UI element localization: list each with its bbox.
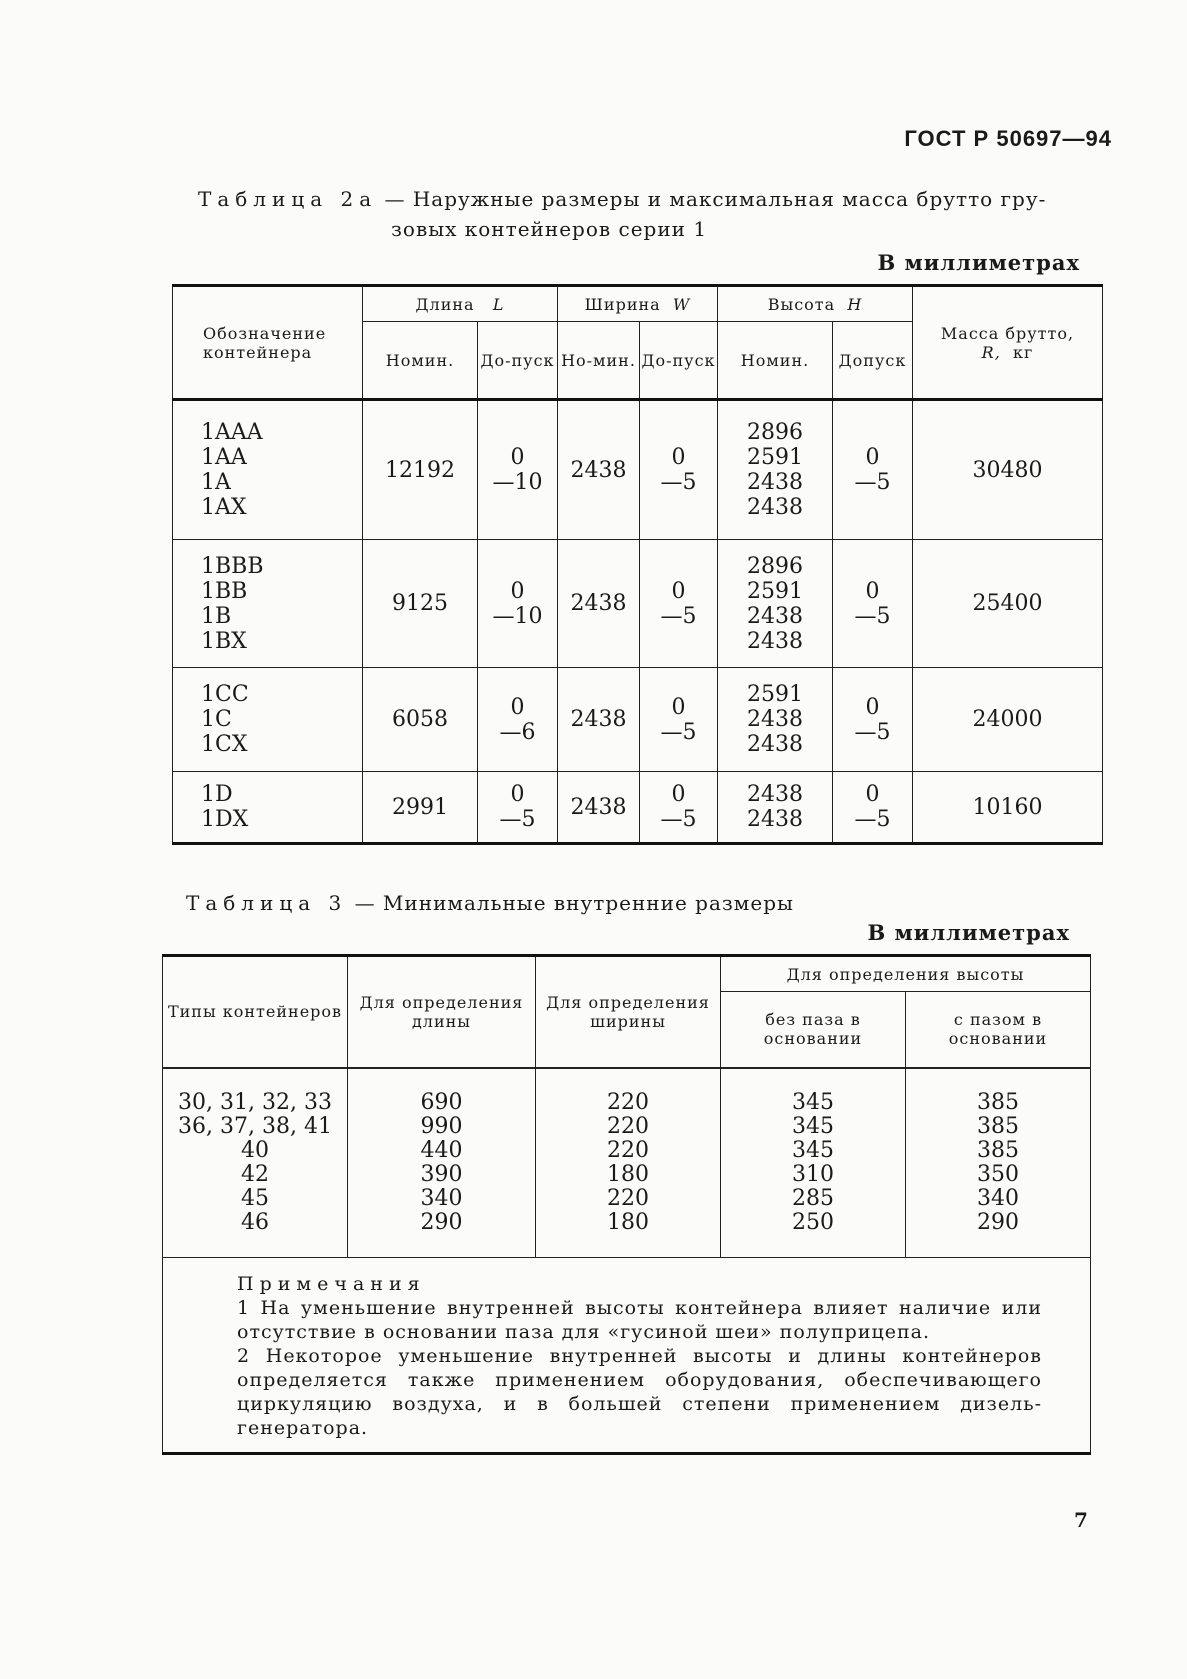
t3-header-height: Для определения высоты	[721, 956, 1091, 992]
header-mass-unit: кг	[1012, 342, 1034, 362]
header-length	[363, 286, 558, 322]
table-row	[173, 400, 1103, 540]
table-2a-title: — Наружные размеры и максимальная масса брутто гру-	[384, 187, 1047, 211]
row-width-tol: 0 —5	[640, 400, 718, 540]
table-row	[173, 668, 1103, 772]
t3-col-types: 30, 31, 32, 33 36, 37, 38, 41 40 42 45 46	[163, 1068, 348, 1258]
header-width-symbol: W	[672, 294, 691, 314]
table-3-units: В миллиметрах	[867, 920, 1070, 945]
document-header: ГОСТ Р 50697—94	[904, 126, 1112, 151]
row-height: 2896 2591 2438 2438	[718, 400, 833, 540]
t3-header-without-slot: без паза в основании	[721, 992, 906, 1068]
table-2a-title-cont: зовых контейнеров серии 1	[391, 217, 708, 241]
row-height: 2438 2438	[718, 772, 833, 844]
t3-col-width: 220 220 220 180 220 180	[536, 1068, 721, 1258]
row-types: 1CC 1C 1CX	[173, 668, 363, 772]
row-length: 9125	[363, 540, 478, 668]
row-width: 2438	[558, 668, 640, 772]
header-height	[718, 286, 913, 322]
row-width: 2438	[558, 540, 640, 668]
header-width-text: Ширина	[584, 294, 661, 314]
t3-header-length: Для определения длины	[348, 956, 536, 1068]
row-width: 2438	[558, 400, 640, 540]
row-length-tol: 0 —10	[478, 400, 558, 540]
header-height-nominal: Номин.	[718, 322, 833, 400]
row-length-tol: 0 —5	[478, 772, 558, 844]
header-width-tolerance: До-пуск	[640, 322, 718, 400]
header-height-text: Высота	[767, 294, 836, 314]
row-height: 2896 2591 2438 2438	[718, 540, 833, 668]
t3-col-length: 690 990 440 390 340 290	[348, 1068, 536, 1258]
t3-header-width: Для определения ширины	[536, 956, 721, 1068]
header-length-nominal: Номин.	[363, 322, 478, 400]
row-length-tol: 0 —6	[478, 668, 558, 772]
t3-col-without-slot: 345 345 345 310 285 250	[721, 1068, 906, 1258]
note-2: 2 Некоторое уменьшение внутренней высоты и длины контейнеров определяется также применением оборудования, обеспечивающего циркуляцию воздуха, и в большей степени применением дизель-генератора.	[237, 1345, 1042, 1439]
row-mass: 30480	[913, 400, 1103, 540]
row-mass: 24000	[913, 668, 1103, 772]
header-designation: Обозначение контейнера	[173, 286, 363, 400]
t3-header-types: Типы контейнеров	[163, 956, 348, 1068]
header-height-tolerance: Допуск	[833, 322, 913, 400]
header-length-symbol: L	[492, 294, 505, 314]
row-length: 6058	[363, 668, 478, 772]
table-3-caption	[186, 888, 1086, 918]
row-types: 1BBB 1BB 1B 1BX	[173, 540, 363, 668]
table-row	[173, 772, 1103, 844]
row-width-tol: 0 —5	[640, 772, 718, 844]
table-3	[162, 954, 1091, 1455]
header-mass-symbol: R,	[981, 342, 1001, 362]
header-length-tolerance: До-пуск	[478, 322, 558, 400]
table-row	[163, 1068, 1091, 1258]
page-number: 7	[1074, 1508, 1088, 1532]
header-height-symbol: H	[847, 294, 863, 314]
header-width	[558, 286, 718, 322]
row-height-tol: 0 —5	[833, 400, 913, 540]
header-mass	[913, 286, 1103, 400]
header-width-nominal: Но-мин.	[558, 322, 640, 400]
table-3-notes	[163, 1258, 1091, 1454]
row-mass: 10160	[913, 772, 1103, 844]
row-length: 2991	[363, 772, 478, 844]
table-row	[173, 540, 1103, 668]
row-length: 12192	[363, 400, 478, 540]
t3-col-with-slot: 385 385 385 350 340 290	[906, 1068, 1091, 1258]
row-height-tol: 0 —5	[833, 540, 913, 668]
table-3-title: — Минимальные внутренние размеры	[354, 891, 794, 915]
row-types: 1D 1DX	[173, 772, 363, 844]
note-1: 1 На уменьшение внутренней высоты контейнера влияет наличие или отсутствие в основании паза для «гусиной шеи» полуприцепа.	[237, 1297, 1042, 1343]
table-2a-label: Таблица 2а	[198, 187, 378, 211]
table-2a	[172, 284, 1103, 845]
row-height-tol: 0 —5	[833, 668, 913, 772]
row-height-tol: 0 —5	[833, 772, 913, 844]
row-width-tol: 0 —5	[640, 540, 718, 668]
header-length-text: Длина	[415, 294, 475, 314]
row-height: 2591 2438 2438	[718, 668, 833, 772]
row-types: 1AAA 1AA 1A 1AX	[173, 400, 363, 540]
row-mass: 25400	[913, 540, 1103, 668]
t3-header-with-slot: с пазом в основании	[906, 992, 1091, 1068]
table-3-label: Таблица 3	[186, 891, 348, 915]
header-mass-text: Масса брутто,	[940, 323, 1075, 343]
notes-title: Примечания	[237, 1273, 426, 1295]
table-2a-caption	[198, 184, 1108, 244]
row-width-tol: 0 —5	[640, 668, 718, 772]
row-width: 2438	[558, 772, 640, 844]
table-2a-units: В миллиметрах	[877, 250, 1080, 275]
row-length-tol: 0 —10	[478, 540, 558, 668]
